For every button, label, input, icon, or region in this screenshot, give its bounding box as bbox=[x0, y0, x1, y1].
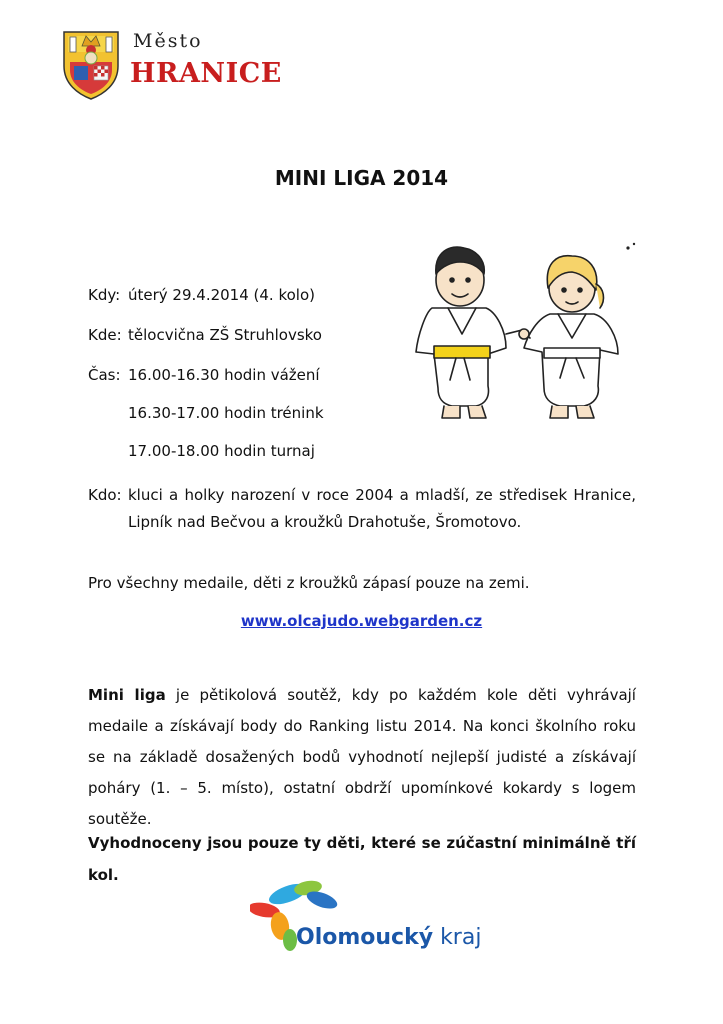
time-weighing: 16.00-16.30 hodin vážení bbox=[128, 366, 320, 384]
league-text: je pětikolová soutěž, kdy po každém kole děti vyhrávají medaile a získávají body do Ranking listu 2014. Na konci školního roku se na základě dosažených bodů vyhodnotí nejlepší judisté a získávají poháry (1. – 5. místo), ostatní obdrží upomínkové kokardy s logem soutěže. bbox=[88, 686, 636, 828]
when-value: úterý 29.4.2014 (4. kolo) bbox=[128, 286, 315, 304]
who-block bbox=[88, 482, 636, 536]
who-label: Kdo: bbox=[88, 486, 122, 504]
who-value: kluci a holky narození v roce 2004 a mladší, ze středisek Hranice, Lipník nad Bečvou a kroužků Drahotuše, Šromotovo. bbox=[128, 486, 636, 531]
where-value: tělocvična ZŠ Struhlovsko bbox=[128, 326, 322, 344]
medal-note: Pro všechny medaile, děti z kroužků zápasí pouze na zemi. bbox=[88, 574, 530, 592]
region-name-bold: Olomoucký bbox=[296, 925, 434, 950]
when-row bbox=[88, 286, 315, 304]
league-name: Mini liga bbox=[88, 686, 166, 704]
judo-kids-illustration bbox=[372, 238, 642, 423]
league-description bbox=[88, 680, 636, 835]
page-title: MINI LIGA 2014 bbox=[274, 166, 449, 190]
website-link[interactable]: www.olcajudo.webgarden.cz bbox=[240, 612, 483, 630]
city-crest-icon bbox=[60, 28, 122, 100]
time-row-2 bbox=[88, 404, 324, 422]
where-label: Kde: bbox=[88, 326, 122, 344]
logo-town-label: Město bbox=[133, 30, 203, 52]
time-label: Čas: bbox=[88, 366, 121, 384]
time-row bbox=[88, 366, 320, 384]
region-name-light: kraj bbox=[433, 925, 482, 950]
time-tournament: 17.00-18.00 hodin turnaj bbox=[128, 442, 315, 460]
hranice-logo bbox=[60, 28, 300, 108]
time-row-3 bbox=[88, 442, 315, 460]
region-name bbox=[296, 925, 481, 950]
evaluation-note: Vyhodnoceny jsou pouze ty děti, které se zúčastní minimálně tří kol. bbox=[88, 834, 636, 884]
where-row bbox=[88, 326, 322, 344]
time-training: 16.30-17.00 hodin trénink bbox=[128, 404, 324, 422]
when-label: Kdy: bbox=[88, 286, 121, 304]
logo-town-name: HRANICE bbox=[130, 58, 282, 89]
